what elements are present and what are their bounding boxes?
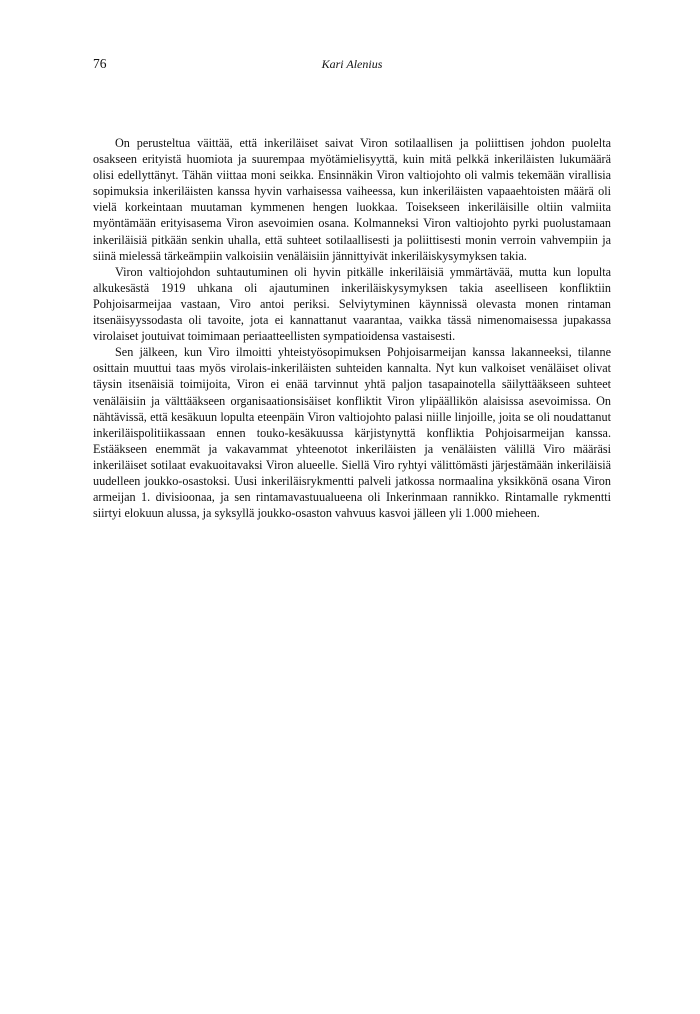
page-header [93,56,611,76]
paragraph: Sen jälkeen, kun Viro ilmoitti yhteistyösopimuksen Pohjoisarmeijan kanssa lakanneeksi, tilanne osittain muuttui taas myös virolais-inkeriläisten suhteiden kannalta. Nyt kun valkoiset venäläiset olivat täysin itsenäisiä toimijoita, Viron ei enää tarvinnut yhtä paljon tasapainotella säilyttääkseen suhteet venäläisiin ja välttääkseen organisaationsisäiset konfliktit Viron ylipäällikön alaisissa asevoimissa. On nähtävissä, että kesäkuun lopulta eteenpäin Viron valtiojohto palasi niille linjoille, joita se oli noudattanut inkeriläispolitiikassaan ennen touko-kesäkuussa kärjistynyttä konfliktia Pohjoisarmeijan kanssa. Estääkseen enemmät ja vakavammat yhteenotot inkeriläisten ja venäläisten välillä Viro määräsi inkeriläiset sotilaat evakuoitavaksi Viron alueelle. Siellä Viro ryhtyi välittömästi järjestämään inkeriläisiä uudelleen joukko-osastoksi. Uusi inkeriläisrykmentti palveli jatkossa normaalina yksikkönä osana Viron armeijan 1. divisioonaa, ja sen rintamavastuualueena oli Inkerinmaan rannikko. Rintamalle rykmentti siirtyi elokuun alussa, ja syksyllä joukko-osaston vahvuus kasvoi jälleen yli 1.000 mieheen. [93,345,611,521]
body-text [93,135,611,521]
paragraph: On perusteltua väittää, että inkeriläiset saivat Viron sotilaallisen ja poliittisen johdon puolelta osakseen erityistä huomiota ja suurempaa myötämielisyyttä, kuin mitä pelkkä inkeriläisten lukumäärä olisi edellyttänyt. Tähän viittaa moni seikka. Ensinnäkin Viron valtiojohto oli valmis tekemään virallisia sopimuksia inkeriläisten kanssa hyvin varhaisessa vaiheessa, kun inkeriläisten vapaaehtoisten määrä oli vielä korkeintaan muutaman kymmenen hengen luokkaa. Toisekseen inkeriläisille oltiin valmiita myöntämään erityisasema Viron asevoimien osana. Kolmanneksi Viron valtiojohto pyrki puolustamaan inkeriläisiä pitkään senkin uhalla, että suhteet sotilaallisesti ja poliittisesti monin verroin vahvempiin ja siinä mielessä tärkeämpiin valkoisiin venäläisiin jännittyivät inkeriläiskysymyksen takia. [93,136,611,263]
paragraph: Viron valtiojohdon suhtautuminen oli hyvin pitkälle inkeriläisiä ymmärtävää, mutta kun lopulta alkukesästä 1919 uhkana oli ajautuminen inkeriläiskysymyksen takia aseelliseen konfliktiin Pohjoisarmeijaa vastaan, Viro antoi periksi. Selviytyminen käynnissä olevasta monen rintaman itsenäisyyssodasta oli tavoite, jota ei kannattanut vaarantaa, vaikka tässä nimenomaisessa jupakassa virolaiset joutuivat toimimaan periaatteellisten sympatioidensa vastaisesti. [93,264,611,344]
running-head-author: Kari Alenius [321,57,383,71]
page-number: 76 [93,56,107,71]
